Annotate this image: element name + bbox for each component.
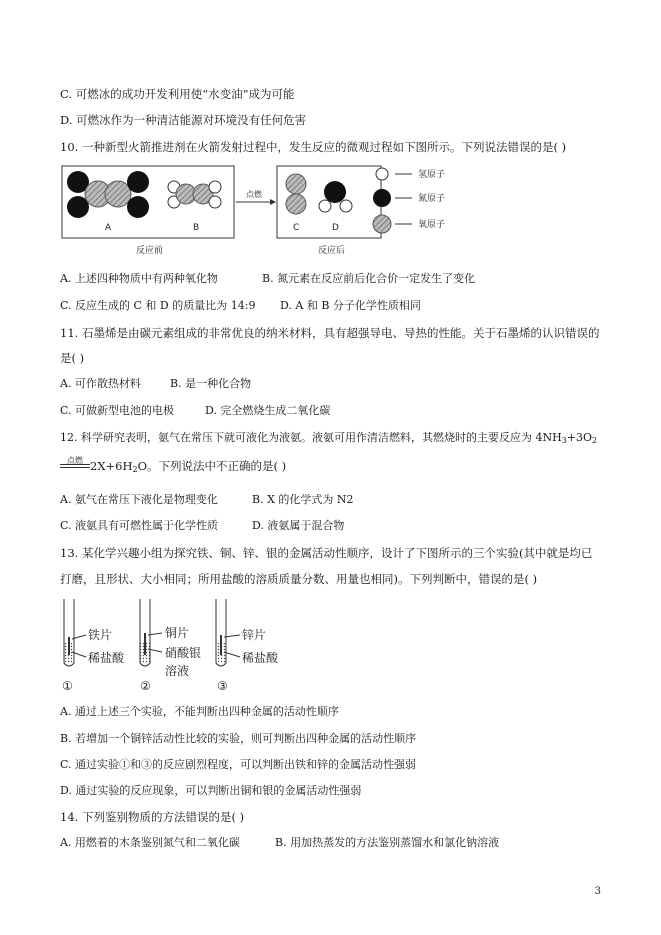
test-tube-3 [216,599,279,693]
molecule-b [168,181,221,208]
q10-option-d: D. A 和 B 分子化学性质相同 [280,299,421,312]
question-12 [60,430,597,449]
legend-h-symbol [376,168,388,180]
question-12-equation [60,458,286,478]
q11-option-c: C. 可做新型电池的电极 [60,404,175,417]
q12-text: 12. 科学研究表明，氨气在常压下就可液化为液氨。液氨可用作清洁燃料，其燃烧时的主要反应为 4NH [60,431,562,444]
tube1-number: ① [62,679,73,693]
q13-option-d: D. 通过实验的反应现象，可以判断出铜和银的金属活动性强弱 [60,784,362,797]
q12-option-a: A. 氨气在常压下液化是物理变化 [60,493,218,506]
label-before: 反应前 [136,246,164,256]
q11-option-d: D. 完全燃烧生成二氧化碳 [205,404,331,417]
label-c: C [293,223,300,233]
tube3-metal: 锌片 [242,628,267,642]
q12-option-b: B. X 的化学式为 N2 [252,493,354,506]
question-14: 14. 下列鉴别物质的方法错误的是( ) [60,810,245,824]
legend-h: 氢原子 [418,170,446,180]
question-13: 13. 某化学兴趣小组为探究铁、铜、锌、银的金属活动性顺序，设计了下图所示的三个实验(其中就是均已 [60,546,593,560]
q10-option-b: B. 氮元素在反应前后化合价一定发生了变化 [262,272,476,285]
o2-subscript: 2 [592,436,598,445]
legend-n-symbol [373,189,391,207]
q13-option-c: C. 通过实验①和③的反应剧烈程度，可以判断出铁和锌的金属活动性强弱 [60,758,417,771]
condition-text: 点燃 [67,456,83,465]
question-11: 11. 石墨烯是由碳元素组成的非常优良的纳米材料，具有超强导电、导热的性能。关于石墨烯的认识错误的 [60,326,600,340]
molecule-a [67,171,149,218]
question-10: 10. 一种新型火箭推进剂在火箭发射过程中，发生反应的微观过程如下图所示。下列说法错误的是( ) [60,140,567,154]
tube3-solution: 稀盐酸 [242,651,279,665]
q10-option-a: A. 上述四种物质中有两种氧化物 [60,272,218,285]
molecule-d [319,181,352,212]
tube2-number: ② [140,679,151,693]
tube1-metal: 铁片 [88,628,113,642]
q13-option-a: A. 通过上述三个实验，不能判断出四种金属的活动性顺序 [60,705,339,718]
tube2-metal: 铜片 [165,626,190,640]
label-d: D [332,223,339,233]
tube1-solution: 稀盐酸 [88,651,125,665]
q12-tail: O。下列说法中不正确的是( ) [137,459,287,473]
q12-option-c: C. 液氨具有可燃性属于化学性质 [60,519,219,532]
q13-option-b: B. 若增加一个铜锌活动性比较的实验，则可判断出四种金属的活动性顺序 [60,732,417,745]
test-tube-2 [140,599,201,693]
tube3-number: ③ [217,679,228,693]
reaction-condition [60,453,90,469]
h2o-subscript: 2 [132,465,138,474]
test-tube-1 [62,599,125,693]
legend-o-symbol [373,215,391,233]
q14-option-a: A. 用燃着的木条鉴别氮气和二氧化碳 [60,836,240,849]
arrow-label: 点燃 [246,190,262,199]
option-d-previous: D. 可燃冰作为一种清洁能源对环境没有任何危害 [60,113,307,127]
q12-products: 2X+6H [90,459,133,473]
q11-option-a: A. 可作散热材料 [60,377,141,390]
tube2-solution-2: 溶液 [165,664,190,678]
legend-n: 氮原子 [418,194,446,204]
question-13-cont: 打磨，且形状、大小相同；所用盐酸的溶质质量分数、用量也相同)。下列判断中，错误的是( ) [60,572,538,586]
molecule-c [286,174,306,214]
q10-option-c: C. 反应生成的 C 和 D 的质量比为 14:9 [60,299,256,312]
q11-option-b: B. 是一种化合物 [170,377,252,390]
page-number: 3 [594,886,601,897]
label-after: 反应后 [318,246,346,256]
nh3-subscript: 3 [561,436,567,445]
tube2-solution: 硝酸银 [165,646,202,660]
label-b: B [193,223,200,233]
label-a: A [105,223,112,233]
reaction-diagram [60,162,580,258]
q14-option-b: B. 用加热蒸发的方法鉴别蒸馏水和氯化钠溶液 [275,836,500,849]
option-c-previous: C. 可燃冰的成功开发利用使“水变油”成为可能 [60,87,295,101]
q12-o2: +3O [566,431,593,444]
legend-o: 氧原子 [418,220,446,230]
question-11-cont: 是( ) [60,351,85,365]
q12-option-d: D. 液氨属于混合物 [252,519,345,532]
metal-activity-experiments [58,597,288,697]
